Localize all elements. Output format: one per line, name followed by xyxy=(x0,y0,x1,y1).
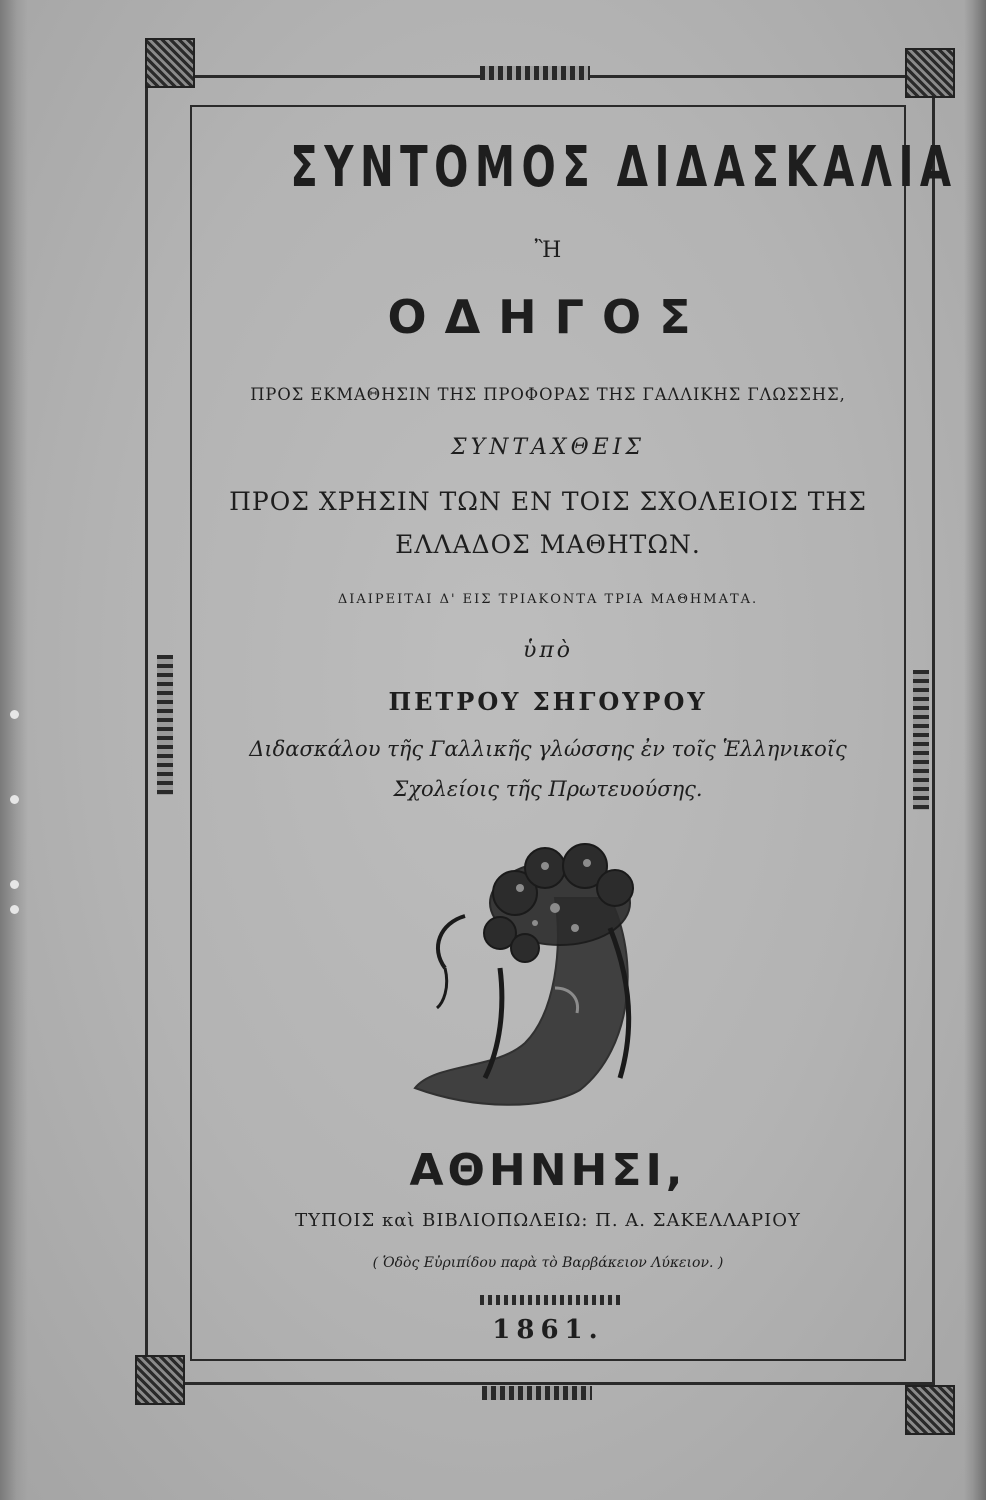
purpose-line-2: ΕΛΛΑΔΟΣ ΜΑΘΗΤΩΝ. xyxy=(395,530,701,559)
border-ornament-icon xyxy=(480,66,590,80)
by-label: ὑπὸ xyxy=(522,638,574,663)
page-right-edge xyxy=(964,0,986,1500)
author-name: ΠΕΤΡΟΥ ΣΗΓΟΥΡΟΥ xyxy=(388,687,708,716)
border-ornament-icon xyxy=(913,670,929,810)
title-conjunction: Ἢ xyxy=(534,238,562,263)
binding-hole xyxy=(10,795,19,804)
compiled-label: ΣΥΝΤΑΧΘΕΙΣ xyxy=(451,435,645,460)
border-ornament-icon xyxy=(480,1295,620,1305)
division-note: ΔΙΑΙΡΕΙΤΑΙ Δ' ΕΙΣ ΤΡΙΑΚΟΝΤΑ ΤΡΙΑ ΜΑΘΗΜΑΤΑ. xyxy=(337,592,759,607)
binding-hole xyxy=(10,880,19,889)
corner-ornament-icon xyxy=(905,48,955,98)
book-subtitle: ΟΔΗΓΟΣ xyxy=(387,290,709,344)
binding-hole xyxy=(10,710,19,719)
border-ornament-icon xyxy=(157,655,173,795)
book-title: ΣΥΝΤΟΜΟΣ ΔΙΔΑΣΚΑΛΙΑ xyxy=(290,135,958,200)
cornucopia-vignette-icon xyxy=(405,838,655,1118)
corner-ornament-icon xyxy=(145,38,195,88)
corner-ornament-icon xyxy=(135,1355,185,1405)
author-role-line-1: Διδασκάλου τῆς Γαλλικῆς γλώσσης ἐν τοῖς Ἑλληνικοῖς xyxy=(249,737,847,761)
purpose-line-1: ΠΡΟΣ ΧΡΗΣΙΝ ΤΩΝ ΕΝ ΤΟΙΣ ΣΧΟΛΕΙΟΙΣ ΤΗΣ xyxy=(229,487,867,516)
corner-ornament-icon xyxy=(905,1385,955,1435)
printer-line: ΤΥΠΟΙΣ καὶ ΒΙΒΛΙΟΠΩΛΕΙΩ: Π. Α. ΣΑΚΕΛΛΑΡΙΟΥ xyxy=(295,1210,801,1231)
binding-hole xyxy=(10,905,19,914)
publication-place: ΑΘΗΝΗΣΙ, xyxy=(409,1145,687,1196)
publication-year: 1861. xyxy=(492,1315,604,1345)
book-description: ΠΡΟΣ ΕΚΜΑΘΗΣΙΝ ΤΗΣ ΠΡΟΦΟΡΑΣ ΤΗΣ ΓΑΛΛΙΚΗΣ ΓΛΩΣΣΗΣ, xyxy=(250,385,846,405)
printer-address: ( Ὁδὸς Εὐριπίδου παρὰ τὸ Βαρβάκειον Λύκειον. ) xyxy=(372,1255,724,1271)
author-role-line-2: Σχολείοις τῆς Πρωτευούσης. xyxy=(393,777,703,801)
title-page-content xyxy=(190,105,958,1361)
page-left-edge xyxy=(0,0,28,1500)
border-ornament-icon xyxy=(482,1386,592,1400)
